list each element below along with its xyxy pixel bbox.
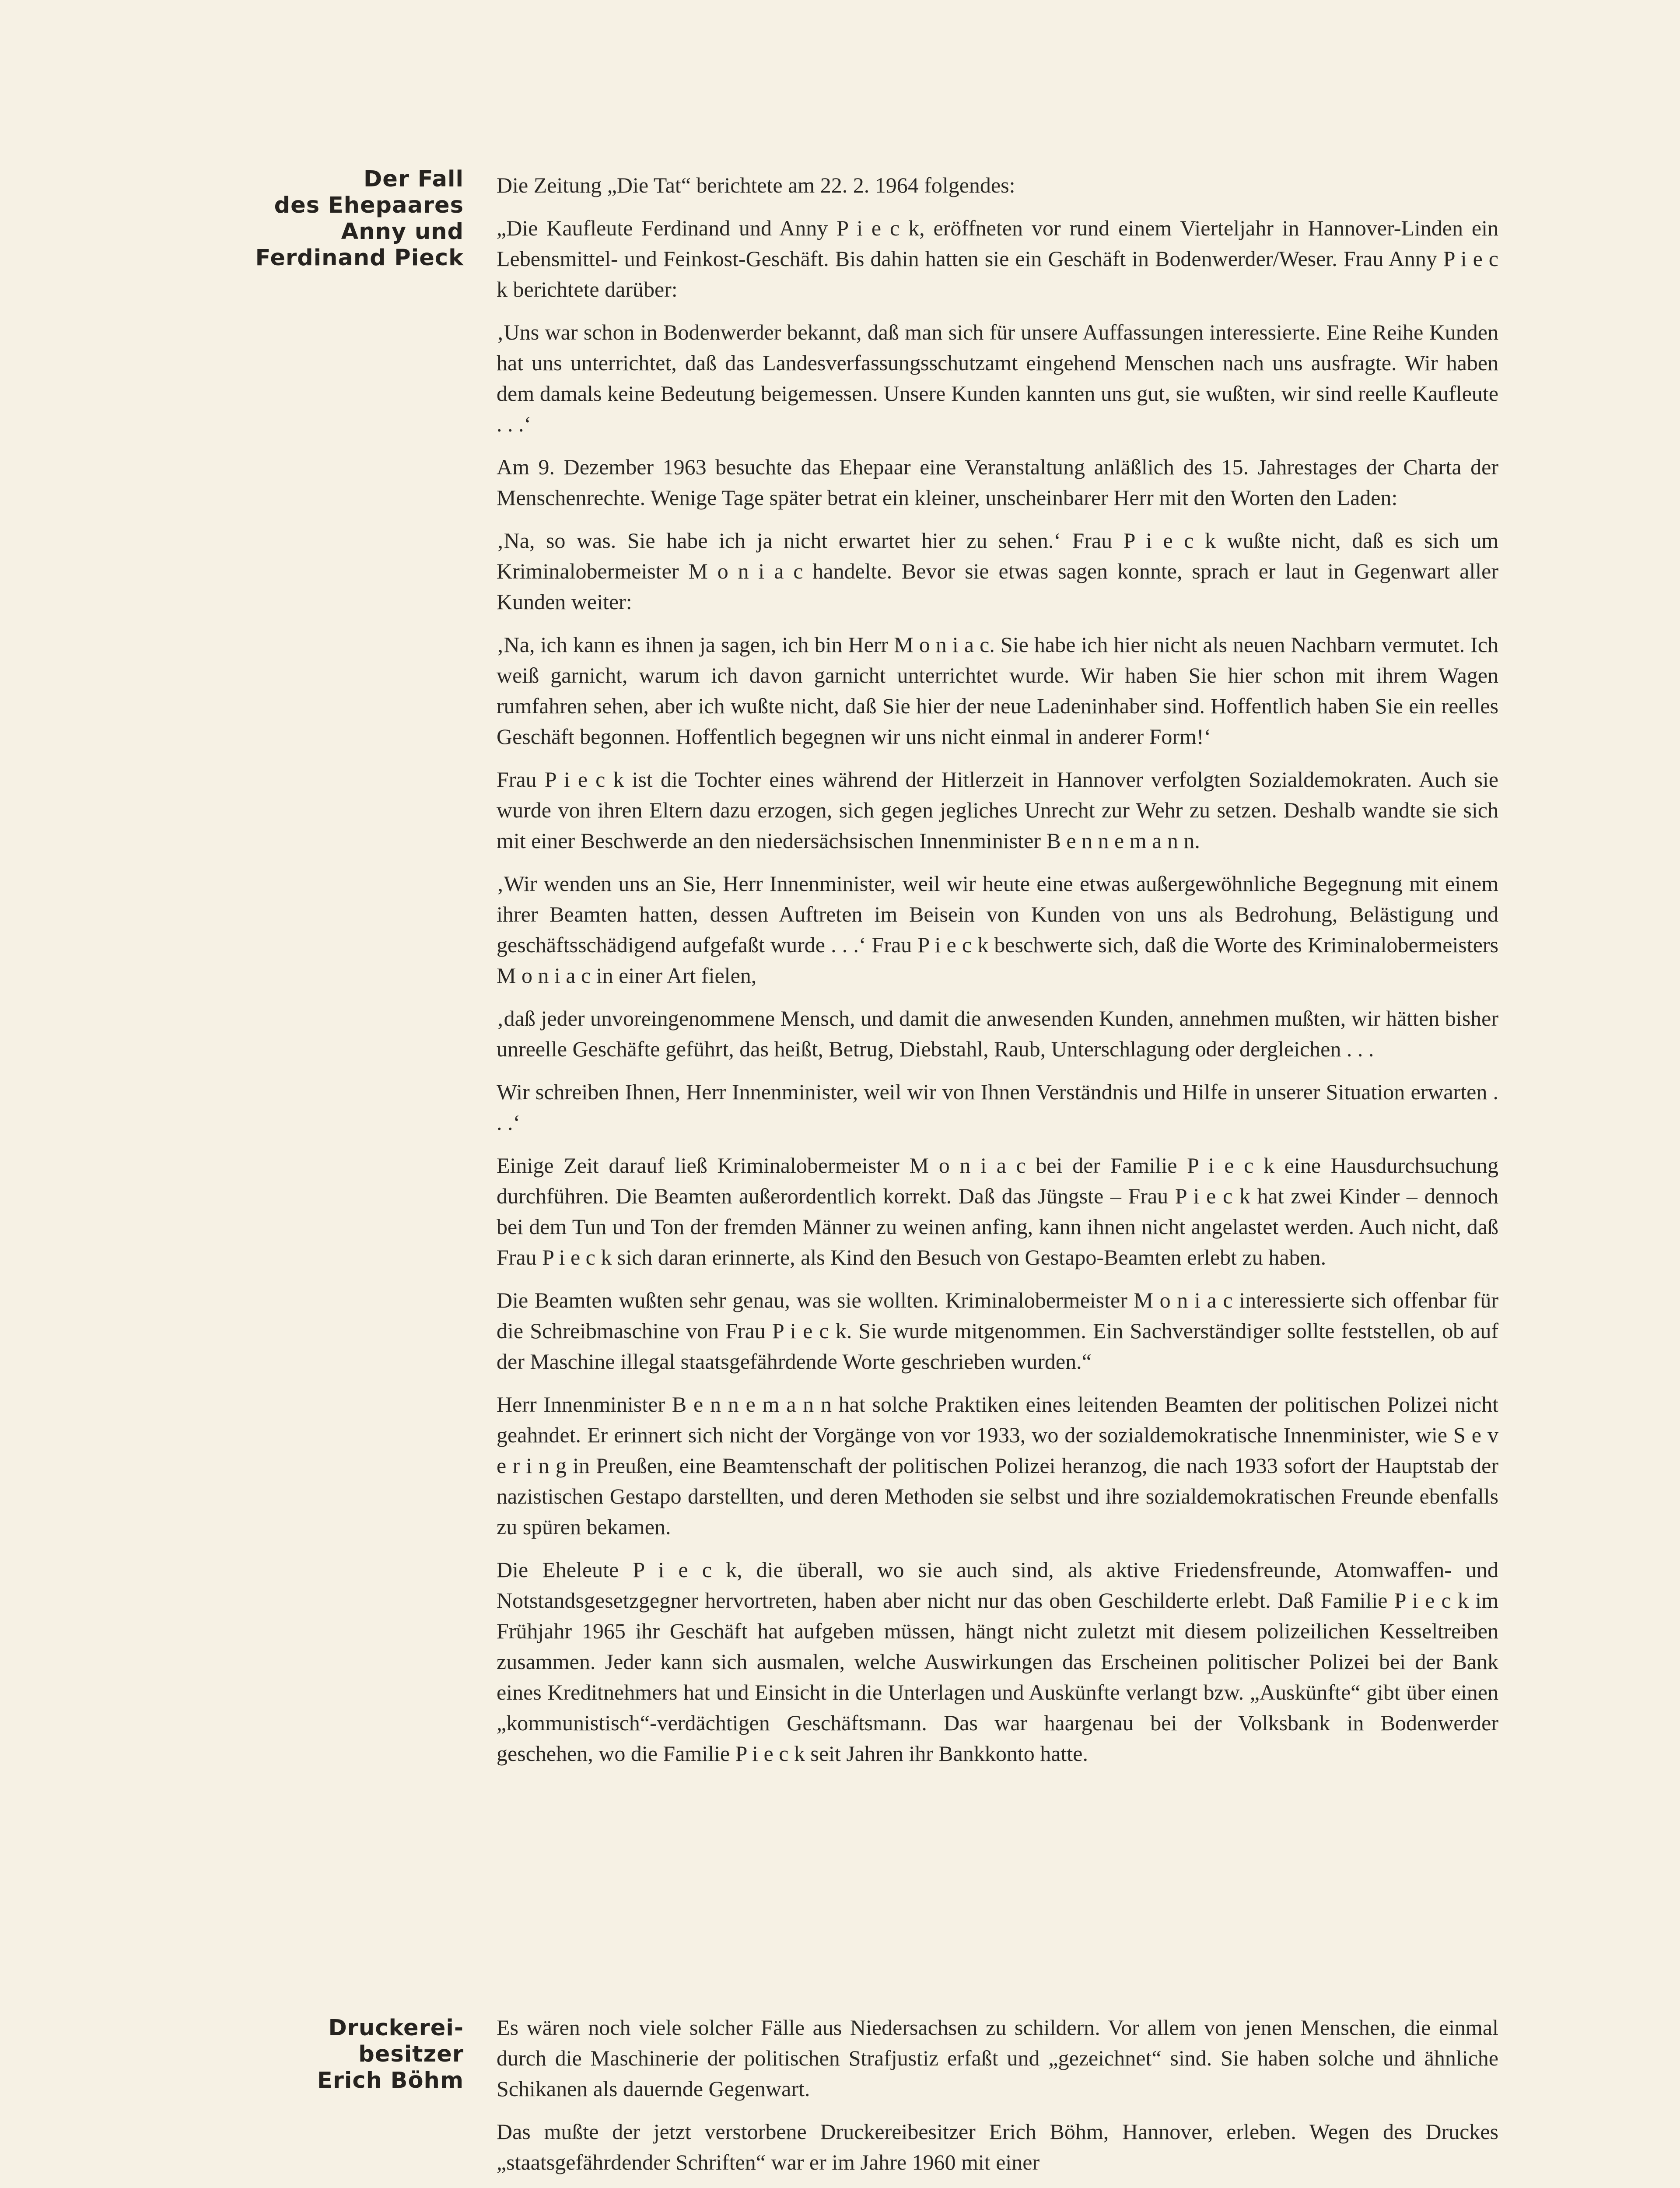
sidenote-line: Der Fall bbox=[363, 166, 464, 192]
paragraph: Die Eheleute P i e c k, die überall, wo sie auch sind, als aktive Friedensfreunde, Atomwaffen- und Notstandsgesetzgegner hervortreten, haben aber nicht nur das oben Geschilderte erlebt. Daß Familie P i e c k im Frühjahr 1965 ihr Geschäft hat aufgeben müssen, hängt nicht zuletzt mit diesem polizeilichen Kesseltreiben zusammen. Jeder kann sich ausmalen, welche Auswirkungen das Erscheinen politischer Polizei bei der Bank eines Kreditnehmers hat und Einsicht in die Unterlagen und Auskünfte verlangt bzw. „Auskünfte“ gibt über einen „kommunistisch“-verdächtigen Geschäftsmann. Das war haargenau bei der Volksbank in Bodenwerder geschehen, wo die Familie P i e c k seit Jahren ihr Bankkonto hatte. bbox=[497, 1557, 1498, 1766]
sidenote-line: Ferdinand Pieck bbox=[255, 245, 464, 271]
sidenote-boehm bbox=[166, 2015, 464, 2094]
paragraph: Herr Innenminister B e n n e m a n n hat solche Praktiken eines leitenden Beamten der politischen Polizei nicht geahndet. Er erinnert sich nicht der Vorgänge von vor 1933, wo der sozialdemokratische Innenminister, wie S e v e r i n g in Preußen, eine Beamtenschaft der politischen Polizei heranzog, die nach 1933 sofort der Hauptstab der nazistischen Gestapo darstellten, und deren Methoden sie selbst und ihre sozialdemokratischen Freunde ebenfalls zu spüren bekamen. bbox=[497, 1392, 1498, 1539]
sidenote-pieck-case bbox=[166, 166, 464, 271]
paragraph: „Die Kaufleute Ferdinand und Anny P i e c k, eröffneten vor rund einem Vierteljahr in Hannover-Linden ein Lebensmittel- und Feinkost-Geschäft. Bis dahin hatten sie ein Geschäft in Bodenwerder/Weser. Frau Anny P i e c k berichtete darüber: bbox=[497, 216, 1498, 302]
sidenote-line: des Ehepaares bbox=[274, 193, 464, 218]
sidenote-line: Anny und bbox=[341, 219, 464, 245]
paragraph: Es wären noch viele solcher Fälle aus Niedersachsen zu schildern. Vor allem von jenen Menschen, die einmal durch die Maschinerie der politischen Strafjustiz erfaßt und „gezeichnet“ sind. Sie haben solche und ähnliche Schikanen als dauernde Gegenwart. bbox=[497, 2015, 1498, 2101]
paragraph: Die Zeitung „Die Tat“ berichtete am 22. 2. 1964 folgendes: bbox=[497, 173, 1015, 197]
paragraph: Die Beamten wußten sehr genau, was sie wollten. Kriminalobermeister M o n i a c interessierte sich offenbar für die Schreibmaschine von Frau P i e c k. Sie wurde mitgenommen. Ein Sachverständiger sollte feststellen, ob auf der Maschine illegal staatsgefährdende Worte geschrieben wurden.“ bbox=[497, 1288, 1498, 1374]
paragraph: Frau P i e c k ist die Tochter eines während der Hitlerzeit in Hannover verfolgten Sozialdemokraten. Auch sie wurde von ihren Eltern dazu erzogen, sich gegen jegliches Unrecht zur Wehr zu setzen. Deshalb wandte sie sich mit einer Beschwerde an den niedersächsischen Innenminister B e n n e m a n n. bbox=[497, 767, 1498, 853]
paragraph: ‚Na, so was. Sie habe ich ja nicht erwartet hier zu sehen.‘ Frau P i e c k wußte nicht, daß es sich um Kriminalobermeister M o n i a c handelte. Bevor sie etwas sagen konnte, sprach er laut in Gegenwart aller Kunden weiter: bbox=[497, 528, 1498, 614]
paragraph: Am 9. Dezember 1963 besuchte das Ehepaar eine Veranstaltung anläßlich des 15. Jahrestages der Charta der Menschenrechte. Wenige Tage später betrat ein kleiner, unscheinbarer Herr mit den Worten den Laden: bbox=[497, 455, 1498, 510]
paragraph: ‚Uns war schon in Bodenwerder bekannt, daß man sich für unsere Auffassungen interessierte. Eine Reihe Kunden hat uns unterrichtet, daß das Landesverfassungsschutzamt eingehend Menschen nach uns ausfragte. Wir haben dem damals keine Bedeutung beigemessen. Unsere Kunden kannten uns gut, sie wußten, wir sind reelle Kaufleute . . .‘ bbox=[497, 320, 1498, 436]
paragraph: Einige Zeit darauf ließ Kriminalobermeister M o n i a c bei der Familie P i e c k eine Hausdurchsuchung durchführen. Die Beamten außerordentlich korrekt. Daß das Jüngste – Frau P i e c k hat zwei Kinder – dennoch bei dem Tun und Ton der fremden Männer zu weinen anfing, kann ihnen nicht angelastet werden. Auch nicht, daß Frau P i e c k sich daran erinnerte, als Kind den Besuch von Gestapo-Beamten erlebt zu haben. bbox=[497, 1153, 1498, 1269]
paragraph: Wir schreiben Ihnen, Herr Innenminister, weil wir von Ihnen Verständnis und Hilfe in unserer Situation erwarten . . .‘ bbox=[497, 1080, 1498, 1135]
sidenote-line: Erich Böhm bbox=[317, 2068, 464, 2093]
sidenote-line: Druckerei- bbox=[328, 2015, 464, 2041]
body-text-section-2 bbox=[497, 2012, 1498, 2188]
paragraph: ‚daß jeder unvoreingenommene Mensch, und damit die anwesenden Kunden, annehmen mußten, wir hätten bisher unreelle Geschäfte geführt, das heißt, Betrug, Diebstahl, Raub, Unterschlagung oder dergleichen . . . bbox=[497, 1006, 1498, 1061]
sidenote-line: besitzer bbox=[358, 2041, 464, 2067]
paragraph: ‚Na, ich kann es ihnen ja sagen, ich bin Herr M o n i a c. Sie habe ich hier nicht als neuen Nachbarn vermutet. Ich weiß garnicht, warum ich davon garnicht unterrichtet wurde. Wir haben Sie hier schon mit ihrem Wagen rumfahren sehen, aber ich wußte nicht, daß Sie hier der neue Ladeninhaber sind. Hoffentlich haben Sie ein reelles Geschäft begonnen. Hoffentlich begegnen wir uns nicht einmal in anderer Form!‘ bbox=[497, 632, 1498, 749]
body-text-section-1 bbox=[497, 170, 1498, 1781]
paragraph: ‚Wir wenden uns an Sie, Herr Innenminister, weil wir heute eine etwas außergewöhnliche Begegnung mit einem ihrer Beamten hatten, dessen Auftreten im Beisein von Kunden von uns als Bedrohung, Belästigung und geschäftsschädigend aufgefaßt wurde . . .‘ Frau P i e c k beschwerte sich, daß die Worte des Kriminalobermeisters M o n i a c in einer Art fielen, bbox=[497, 871, 1498, 988]
paragraph: Das mußte der jetzt verstorbene Druckereibesitzer Erich Böhm, Hannover, erleben. Wegen des Druckes „staatsgefährdender Schriften“ war er im Jahre 1960 mit einer bbox=[497, 2119, 1498, 2174]
